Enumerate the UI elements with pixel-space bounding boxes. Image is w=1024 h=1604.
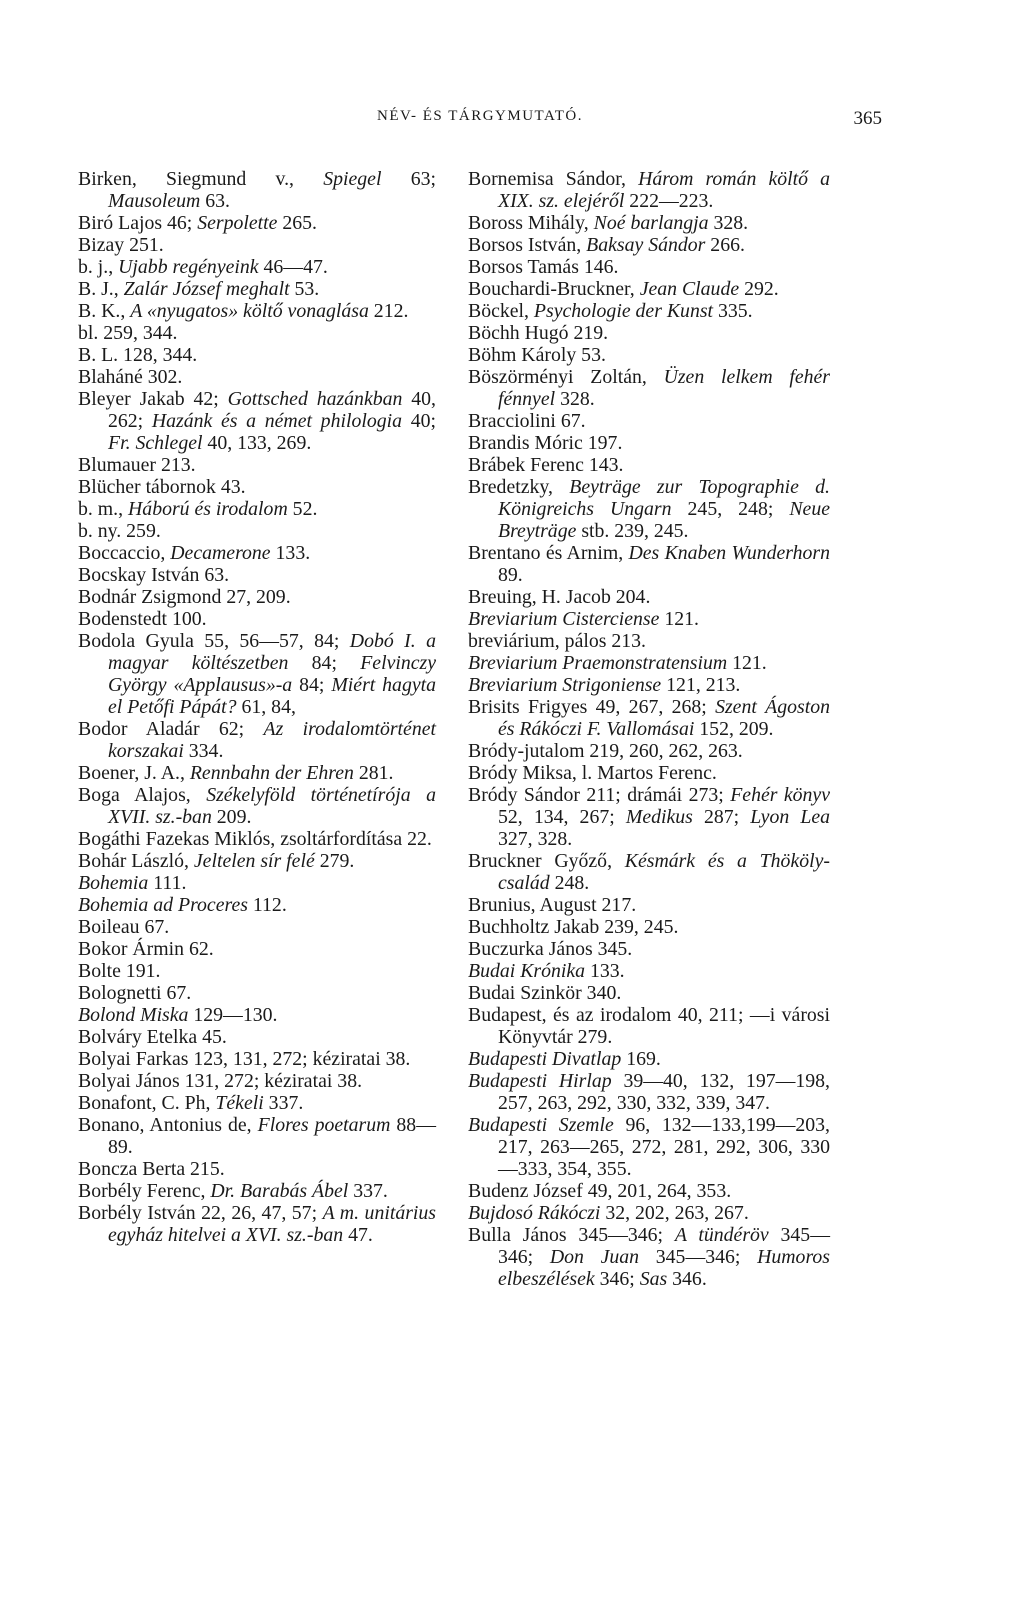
italic-title: Üzen lelkem fehér fénnyel <box>498 366 830 410</box>
entry-text: B. K., <box>78 300 131 322</box>
index-entry <box>468 1004 830 1048</box>
entry-text: Budai Szinkör 340. <box>468 982 622 1004</box>
entry-text: 327, 328. <box>498 828 573 850</box>
entry-text: Biró Lajos 46; <box>78 212 198 234</box>
index-entry <box>468 762 830 784</box>
entry-text: Buchholtz Jakab 239, 245. <box>468 916 679 938</box>
index-entry <box>468 278 830 300</box>
entry-text: Blumauer 213. <box>78 454 196 476</box>
index-entry <box>78 388 436 454</box>
entry-text: Bonano, Antonius de, <box>78 1114 258 1136</box>
index-entry <box>78 564 436 586</box>
entry-text: Bruckner Győző, <box>468 850 625 872</box>
entry-text: Bolognetti 67. <box>78 982 192 1004</box>
entry-text: 133. <box>270 542 311 564</box>
italic-title: Szent Ágoston és Rákóczi F. Vallomásai <box>498 696 831 740</box>
italic-title: Bohemia <box>78 872 149 894</box>
entry-text: 121, 213. <box>661 674 741 696</box>
entry-text: 335. <box>713 300 753 322</box>
entry-text: 287; <box>692 806 751 828</box>
italic-title: Baksay Sándor <box>586 234 706 256</box>
italic-title: Noé barlangja <box>593 212 709 234</box>
italic-title: A «nyugatos» költő vonaglása <box>130 300 369 322</box>
index-entry <box>78 366 436 388</box>
index-entry <box>468 1114 830 1180</box>
index-entry <box>78 212 436 234</box>
index-entry <box>468 740 830 762</box>
italic-title: Miért hagyta el Petőfi Pápát? <box>108 674 437 718</box>
entry-text: Bodor Aladár 62; <box>78 718 264 740</box>
italic-title: Székelyföld történetírója a XVII. sz.-ban <box>108 784 436 828</box>
index-entry <box>468 1180 830 1202</box>
index-entry <box>78 1026 436 1048</box>
index-entry <box>78 520 436 542</box>
italic-title: Neue Breyträge <box>498 498 830 542</box>
index-entry <box>78 982 436 1004</box>
entry-text: Bolyai János 131, 272; kéziratai 38. <box>78 1070 363 1092</box>
index-entry <box>468 916 830 938</box>
entry-text: 328. <box>708 212 749 234</box>
italic-title: A tündéröv <box>674 1224 769 1246</box>
entry-text: Boga Alajos, <box>78 784 207 806</box>
entry-text: Bocskay István 63. <box>78 564 230 586</box>
entry-text: 96, 132—133,199—203, 217, 263—265, 272, 281, 292, 306, 330—333, 354, 355. <box>498 1114 830 1180</box>
entry-text: 46—47. <box>258 256 328 278</box>
index-entry <box>78 476 436 498</box>
italic-title: Budapesti Hirlap <box>468 1070 612 1092</box>
index-entry <box>468 322 830 344</box>
entry-text: 32, 202, 263, 267. <box>600 1202 749 1224</box>
entry-text: Böchh Hugó 219. <box>468 322 609 344</box>
index-entry <box>468 234 830 256</box>
entry-text: 245, 248; <box>671 498 790 520</box>
entry-text: b. ny. 259. <box>78 520 161 542</box>
entry-text: Bodola Gyula 55, 56—57, 84; <box>78 630 350 652</box>
entry-text: Böhm Károly 53. <box>468 344 606 366</box>
entry-text: 63; <box>381 168 436 190</box>
entry-text: Bohár László, <box>78 850 194 872</box>
index-entry <box>468 542 830 586</box>
italic-title: Bohemia ad Proceres <box>78 894 248 916</box>
index-entry <box>78 916 436 938</box>
italic-title: Az irodalomtörténet korszakai <box>108 718 436 762</box>
italic-title: Budapesti Divatlap <box>468 1048 622 1070</box>
entry-text: 346. <box>667 1268 707 1290</box>
index-entry <box>78 630 436 718</box>
entry-text: Brentano és Arnim, <box>468 542 629 564</box>
italic-title: Hazánk és a német philologia <box>151 410 403 432</box>
entry-text: 209. <box>211 806 252 828</box>
entry-text: Borbély Ferenc, <box>78 1180 211 1202</box>
entry-text: 53. <box>289 278 320 300</box>
entry-text: 121. <box>727 652 767 674</box>
index-entry <box>468 960 830 982</box>
index-entry <box>78 586 436 608</box>
index-entry <box>468 432 830 454</box>
italic-title: Flores poetarum <box>257 1114 391 1136</box>
entry-text: Bródy Miksa, l. Martos Ferenc. <box>468 762 717 784</box>
italic-title: Jeltelen sír felé <box>193 850 315 872</box>
entry-text: 111. <box>148 872 187 894</box>
index-entry <box>468 1224 830 1290</box>
italic-title: Dr. Barabás Ábel <box>210 1180 349 1202</box>
index-entry <box>78 322 436 344</box>
italic-title: Felvinczy György «Applausus»-a <box>108 652 437 696</box>
italic-title: Spiegel <box>323 168 382 190</box>
index-entry <box>78 1114 436 1158</box>
entry-text: Bredetzky, <box>468 476 570 498</box>
index-entry <box>78 762 436 784</box>
entry-text: Boross Mihály, <box>468 212 594 234</box>
index-entry <box>468 608 830 630</box>
entry-text: Bizay 251. <box>78 234 164 256</box>
italic-title: Jean Claude <box>639 278 740 300</box>
index-column-left <box>78 168 436 1246</box>
entry-text: Brisits Frigyes 49, 267, 268; <box>468 696 716 718</box>
italic-title: Zalár József meghalt <box>123 278 290 300</box>
italic-title: Tékeli <box>215 1092 264 1114</box>
index-entry <box>78 344 436 366</box>
entry-text: 112. <box>247 894 287 916</box>
entry-text: Bouchardi-Bruckner, <box>468 278 640 300</box>
italic-title: Breviarium Cisterciense <box>468 608 660 630</box>
entry-text: Brunius, August 217. <box>468 894 637 916</box>
index-entry <box>468 476 830 542</box>
entry-text: Blücher tábornok 43. <box>78 476 246 498</box>
entry-text: Blaháné 302. <box>78 366 183 388</box>
italic-title: Dobó I. a magyar költészetben <box>108 630 436 674</box>
entry-text: 121. <box>659 608 699 630</box>
entry-text: 265. <box>277 212 317 234</box>
entry-text: 40, 133, 269. <box>202 432 312 454</box>
entry-text: 345—346; <box>498 1224 830 1268</box>
italic-title: Ujabb regényeink <box>118 256 259 278</box>
index-column-right <box>468 168 830 1290</box>
index-entry <box>468 586 830 608</box>
entry-text: 89. <box>498 564 523 586</box>
entry-text: 40, 262; <box>108 388 436 432</box>
entry-text: Bleyer Jakab 42; <box>78 388 228 410</box>
entry-text: 152, 209. <box>694 718 774 740</box>
italic-title: Lyon Lea <box>750 806 831 828</box>
entry-text: 281. <box>353 762 394 784</box>
entry-text: 292. <box>739 278 779 300</box>
italic-title: Budapesti Szemle <box>468 1114 614 1136</box>
index-entry <box>78 960 436 982</box>
entry-text: Bodenstedt 100. <box>78 608 207 630</box>
italic-title: Késmárk és a Thököly-család <box>498 850 830 894</box>
italic-title: Három román költő a XIX. sz. elejéről <box>498 168 830 212</box>
entry-text: 52, 134, 267; <box>498 806 626 828</box>
italic-title: Beyträge zur Topographie d. Königreichs Ungarn <box>498 476 830 520</box>
index-entry <box>78 1180 436 1202</box>
entry-text: B. L. 128, 344. <box>78 344 198 366</box>
index-entry <box>78 278 436 300</box>
entry-text: Bolváry Etelka 45. <box>78 1026 227 1048</box>
entry-text: Bulla János 345—346; <box>468 1224 675 1246</box>
entry-text: 129—130. <box>188 1004 278 1026</box>
entry-text: 266. <box>705 234 745 256</box>
italic-title: Gottsched hazánkban <box>227 388 403 410</box>
index-entry <box>78 498 436 520</box>
index-entry <box>468 630 830 652</box>
entry-text: 222—223. <box>624 190 714 212</box>
italic-title: Fr. Schlegel <box>108 432 203 454</box>
italic-title: Breviarium Praemonstratensium <box>468 652 728 674</box>
entry-text: 61, 84, <box>236 696 296 718</box>
entry-text: Bogáthi Fazekas Miklós, zsoltárfordítása 22. <box>78 828 432 850</box>
entry-text: Boccaccio, <box>78 542 171 564</box>
entry-text: b. m., <box>78 498 129 520</box>
entry-text: 346; <box>594 1268 640 1290</box>
index-entry <box>468 850 830 894</box>
entry-text: Budapest, és az irodalom 40, 211; —i városi Könyvtár 279. <box>468 1004 830 1048</box>
index-entry <box>78 850 436 872</box>
index-entry <box>468 410 830 432</box>
entry-text: Brandis Móric 197. <box>468 432 623 454</box>
entry-text: 334. <box>183 740 224 762</box>
entry-text: b. j., <box>78 256 119 278</box>
italic-title: Psychologie der Kunst <box>533 300 714 322</box>
entry-text: Bodnár Zsigmond 27, 209. <box>78 586 291 608</box>
entry-text: Birken, Siegmund v., <box>78 168 324 190</box>
entry-text: 212. <box>368 300 409 322</box>
index-entry <box>468 894 830 916</box>
index-entry <box>78 608 436 630</box>
entry-text: 328. <box>555 388 595 410</box>
italic-title: Mausoleum <box>108 190 201 212</box>
entry-text: 337. <box>348 1180 388 1202</box>
index-entry <box>78 784 436 828</box>
entry-text: 39—40, 132, 197—198, 257, 263, 292, 330, 332, 339, 347. <box>498 1070 831 1114</box>
entry-text: 169. <box>621 1048 661 1070</box>
italic-title: Fehér könyv <box>730 784 830 806</box>
entry-text: 84; <box>288 652 361 674</box>
index-entry <box>468 212 830 234</box>
entry-text: Bolte 191. <box>78 960 161 982</box>
index-entry <box>468 454 830 476</box>
index-entry <box>468 982 830 1004</box>
entry-text: Borsos Tamás 146. <box>468 256 619 278</box>
entry-text: Bródy-jutalom 219, 260, 262, 263. <box>468 740 743 762</box>
entry-text: 248. <box>549 872 590 894</box>
entry-text: breviárium, pálos 213. <box>468 630 646 652</box>
entry-text: 337. <box>263 1092 304 1114</box>
index-entry <box>78 718 436 762</box>
entry-text: Bokor Ármin 62. <box>78 938 214 960</box>
entry-text: Budenz József 49, 201, 264, 353. <box>468 1180 732 1202</box>
entry-text: Borsos István, <box>468 234 587 256</box>
entry-text: 88—89. <box>108 1114 436 1158</box>
entry-text: bl. 259, 344. <box>78 322 178 344</box>
entry-text: Breuing, H. Jacob 204. <box>468 586 651 608</box>
entry-text: Borbély István 22, 26, 47, 57; <box>78 1202 323 1224</box>
index-entry <box>468 1070 830 1114</box>
entry-text: stb. 239, 245. <box>576 520 689 542</box>
index-entry <box>468 674 830 696</box>
index-entry <box>78 1202 436 1246</box>
entry-text: B. J., <box>78 278 124 300</box>
entry-text: 279. <box>314 850 355 872</box>
entry-text: Boncza Berta 215. <box>78 1158 225 1180</box>
index-entry <box>468 696 830 740</box>
italic-title: Sas <box>639 1268 668 1290</box>
index-entry <box>468 366 830 410</box>
entry-text: Boileau 67. <box>78 916 170 938</box>
italic-title: Humoros elbeszélések <box>498 1246 830 1290</box>
entry-text: Böckel, <box>468 300 534 322</box>
italic-title: Serpolette <box>197 212 278 234</box>
index-entry <box>78 1070 436 1092</box>
index-entry <box>78 542 436 564</box>
entry-text: 52. <box>287 498 318 520</box>
italic-title: A m. unitárius egyház hitelvei a XVI. sz.-ban <box>108 1202 436 1246</box>
entry-text: Bornemisa Sándor, <box>468 168 639 190</box>
italic-title: Rennbahn der Ehren <box>189 762 354 784</box>
entry-text: 63. <box>200 190 230 212</box>
index-entry <box>468 168 830 212</box>
running-title: NÉV- ÉS TÁRGYMUTATÓ. <box>377 108 583 124</box>
index-entry <box>78 234 436 256</box>
index-entry <box>468 784 830 850</box>
entry-text: 40; <box>402 410 436 432</box>
italic-title: Breviarium Strigoniense <box>468 674 662 696</box>
index-entry <box>468 1202 830 1224</box>
entry-text: Bródy Sándor 211; drámái 273; <box>468 784 731 806</box>
index-entry <box>468 300 830 322</box>
index-entry <box>78 894 436 916</box>
index-entry <box>78 1092 436 1114</box>
index-entry <box>468 256 830 278</box>
italic-title: Don Juan <box>549 1246 640 1268</box>
index-entry <box>78 1004 436 1026</box>
index-entry <box>78 938 436 960</box>
entry-text: 84; <box>292 674 332 696</box>
entry-text: 47. <box>343 1224 373 1246</box>
index-entry <box>468 344 830 366</box>
italic-title: Bujdosó Rákóczi <box>468 1202 601 1224</box>
page-header <box>78 108 882 138</box>
italic-title: Bolond Miska <box>78 1004 189 1026</box>
entry-text: Böszörményi Zoltán, <box>468 366 664 388</box>
italic-title: Medikus <box>625 806 693 828</box>
italic-title: Decamerone <box>170 542 271 564</box>
entry-text: Boener, J. A., <box>78 762 190 784</box>
entry-text: Buczurka János 345. <box>468 938 633 960</box>
index-entry <box>78 828 436 850</box>
index-entry <box>468 652 830 674</box>
entry-text: Bracciolini 67. <box>468 410 586 432</box>
entry-text: 345—346; <box>639 1246 758 1268</box>
entry-text: Bolyai Farkas 123, 131, 272; kéziratai 38. <box>78 1048 411 1070</box>
index-entry <box>78 1048 436 1070</box>
index-entry <box>78 1158 436 1180</box>
entry-text: 133. <box>585 960 625 982</box>
italic-title: Des Knaben Wunderhorn <box>628 542 830 564</box>
index-entry <box>78 256 436 278</box>
index-entry <box>78 300 436 322</box>
index-entry <box>78 454 436 476</box>
index-entry <box>468 1048 830 1070</box>
index-entry <box>78 168 436 212</box>
italic-title: Budai Krónika <box>468 960 586 982</box>
page-number: 365 <box>853 108 882 129</box>
entry-text: Bonafont, C. Ph, <box>78 1092 216 1114</box>
italic-title: Háború és irodalom <box>128 498 288 520</box>
entry-text: Brábek Ferenc 143. <box>468 454 624 476</box>
index-entry <box>468 938 830 960</box>
index-entry <box>78 872 436 894</box>
